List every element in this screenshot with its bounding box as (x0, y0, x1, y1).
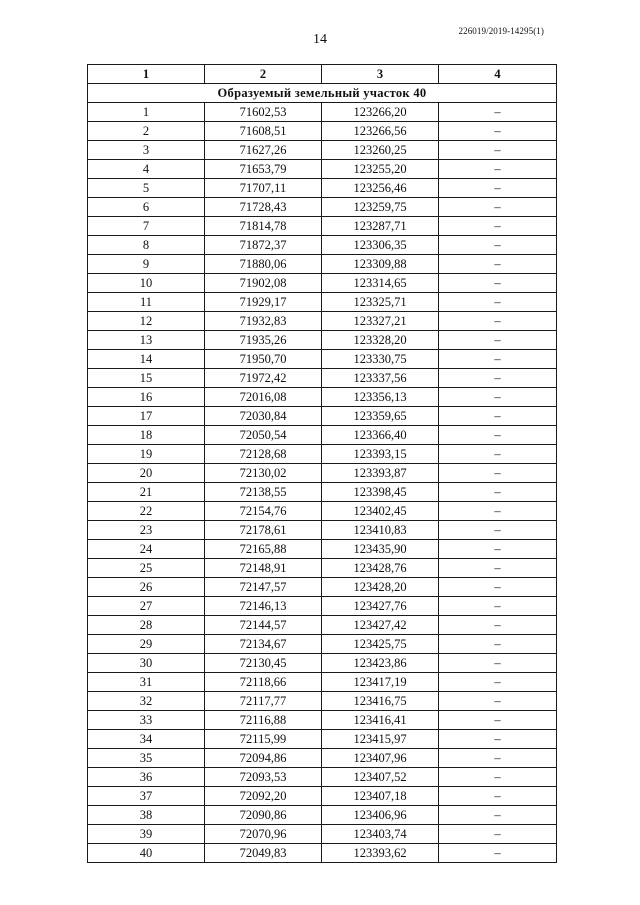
table-row (88, 673, 557, 692)
note-cell: – (439, 711, 557, 730)
point-number-cell: 10 (88, 274, 205, 293)
table-row (88, 502, 557, 521)
coordinate-x-cell: 72130,45 (205, 654, 322, 673)
coordinates-table (87, 64, 557, 863)
table-row (88, 331, 557, 350)
table-row (88, 350, 557, 369)
coordinate-y-cell: 123407,52 (322, 768, 439, 787)
table-row (88, 806, 557, 825)
note-cell: – (439, 179, 557, 198)
coordinate-y-cell: 123337,56 (322, 369, 439, 388)
note-cell: – (439, 350, 557, 369)
table-row (88, 844, 557, 863)
table-row (88, 122, 557, 141)
coordinate-y-cell: 123260,25 (322, 141, 439, 160)
table-row (88, 540, 557, 559)
note-cell: – (439, 141, 557, 160)
note-cell: – (439, 122, 557, 141)
point-number-cell: 38 (88, 806, 205, 825)
coordinate-x-cell: 72016,08 (205, 388, 322, 407)
table-row (88, 426, 557, 445)
coordinate-y-cell: 123428,20 (322, 578, 439, 597)
table-row (88, 711, 557, 730)
point-number-cell: 29 (88, 635, 205, 654)
note-cell: – (439, 654, 557, 673)
table-row (88, 768, 557, 787)
coordinate-x-cell: 71608,51 (205, 122, 322, 141)
point-number-cell: 16 (88, 388, 205, 407)
coordinate-x-cell: 71902,08 (205, 274, 322, 293)
point-number-cell: 4 (88, 160, 205, 179)
table-row (88, 597, 557, 616)
coordinate-y-cell: 123427,76 (322, 597, 439, 616)
note-cell: – (439, 407, 557, 426)
point-number-cell: 36 (88, 768, 205, 787)
point-number-cell: 30 (88, 654, 205, 673)
table-row (88, 464, 557, 483)
coordinate-y-cell: 123406,96 (322, 806, 439, 825)
coordinate-x-cell: 72092,20 (205, 787, 322, 806)
coordinate-x-cell: 71950,70 (205, 350, 322, 369)
coordinate-y-cell: 123427,42 (322, 616, 439, 635)
point-number-cell: 27 (88, 597, 205, 616)
note-cell: – (439, 787, 557, 806)
column-number-row (88, 65, 557, 84)
note-cell: – (439, 597, 557, 616)
point-number-cell: 14 (88, 350, 205, 369)
coordinate-x-cell: 71728,43 (205, 198, 322, 217)
point-number-cell: 2 (88, 122, 205, 141)
coordinate-y-cell: 123410,83 (322, 521, 439, 540)
note-cell: – (439, 369, 557, 388)
point-number-cell: 31 (88, 673, 205, 692)
coordinate-y-cell: 123403,74 (322, 825, 439, 844)
table-row (88, 141, 557, 160)
table-row (88, 445, 557, 464)
note-cell: – (439, 198, 557, 217)
table-row (88, 616, 557, 635)
coordinate-y-cell: 123259,75 (322, 198, 439, 217)
coordinate-y-cell: 123435,90 (322, 540, 439, 559)
coordinate-y-cell: 123256,46 (322, 179, 439, 198)
table-row (88, 635, 557, 654)
page-number: 14 (313, 32, 327, 47)
note-cell: – (439, 559, 557, 578)
point-number-cell: 33 (88, 711, 205, 730)
note-cell: – (439, 844, 557, 863)
coordinate-x-cell: 72030,84 (205, 407, 322, 426)
coordinate-y-cell: 123359,65 (322, 407, 439, 426)
note-cell: – (439, 160, 557, 179)
table-row (88, 103, 557, 122)
point-number-cell: 20 (88, 464, 205, 483)
coordinate-x-cell: 71935,26 (205, 331, 322, 350)
note-cell: – (439, 825, 557, 844)
point-number-cell: 13 (88, 331, 205, 350)
table-row (88, 692, 557, 711)
note-cell: – (439, 635, 557, 654)
coordinate-y-cell: 123325,71 (322, 293, 439, 312)
table-row (88, 293, 557, 312)
note-cell: – (439, 730, 557, 749)
table-row (88, 198, 557, 217)
coordinate-y-cell: 123306,35 (322, 236, 439, 255)
note-cell: – (439, 388, 557, 407)
coordinate-x-cell: 72050,54 (205, 426, 322, 445)
note-cell: – (439, 483, 557, 502)
point-number-cell: 25 (88, 559, 205, 578)
document-registration-number: 226019/2019-14295(1) (458, 26, 544, 36)
table-row (88, 179, 557, 198)
coordinate-y-cell: 123423,86 (322, 654, 439, 673)
coordinate-y-cell: 123407,18 (322, 787, 439, 806)
note-cell: – (439, 464, 557, 483)
note-cell: – (439, 426, 557, 445)
coordinate-y-cell: 123407,96 (322, 749, 439, 768)
coordinate-y-cell: 123416,75 (322, 692, 439, 711)
coordinate-y-cell: 123393,15 (322, 445, 439, 464)
coordinate-x-cell: 71932,83 (205, 312, 322, 331)
column-header-3: 3 (322, 65, 439, 84)
table-row (88, 217, 557, 236)
table-row (88, 483, 557, 502)
note-cell: – (439, 673, 557, 692)
coordinate-x-cell: 72118,66 (205, 673, 322, 692)
coordinate-y-cell: 123255,20 (322, 160, 439, 179)
column-header-2: 2 (205, 65, 322, 84)
coordinate-y-cell: 123415,97 (322, 730, 439, 749)
note-cell: – (439, 692, 557, 711)
note-cell: – (439, 293, 557, 312)
table-row (88, 160, 557, 179)
point-number-cell: 22 (88, 502, 205, 521)
point-number-cell: 28 (88, 616, 205, 635)
note-cell: – (439, 331, 557, 350)
coordinate-y-cell: 123309,88 (322, 255, 439, 274)
note-cell: – (439, 578, 557, 597)
note-cell: – (439, 768, 557, 787)
coordinate-y-cell: 123287,71 (322, 217, 439, 236)
table-row (88, 730, 557, 749)
point-number-cell: 7 (88, 217, 205, 236)
table-row (88, 578, 557, 597)
point-number-cell: 11 (88, 293, 205, 312)
point-number-cell: 15 (88, 369, 205, 388)
section-title: Образуемый земельный участок 40 (88, 84, 557, 103)
note-cell: – (439, 312, 557, 331)
note-cell: – (439, 445, 557, 464)
coordinate-x-cell: 71814,78 (205, 217, 322, 236)
table-row (88, 312, 557, 331)
point-number-cell: 9 (88, 255, 205, 274)
coordinate-x-cell: 72165,88 (205, 540, 322, 559)
coordinate-y-cell: 123266,20 (322, 103, 439, 122)
table-row (88, 369, 557, 388)
coordinate-y-cell: 123425,75 (322, 635, 439, 654)
note-cell: – (439, 806, 557, 825)
coordinate-x-cell: 71872,37 (205, 236, 322, 255)
point-number-cell: 12 (88, 312, 205, 331)
point-number-cell: 5 (88, 179, 205, 198)
note-cell: – (439, 749, 557, 768)
coordinate-x-cell: 71602,53 (205, 103, 322, 122)
point-number-cell: 1 (88, 103, 205, 122)
table-row (88, 274, 557, 293)
table-row (88, 654, 557, 673)
point-number-cell: 26 (88, 578, 205, 597)
coordinate-y-cell: 123327,21 (322, 312, 439, 331)
point-number-cell: 6 (88, 198, 205, 217)
coordinate-x-cell: 72178,61 (205, 521, 322, 540)
coordinate-x-cell: 72093,53 (205, 768, 322, 787)
note-cell: – (439, 236, 557, 255)
coordinate-x-cell: 72154,76 (205, 502, 322, 521)
coordinate-x-cell: 71880,06 (205, 255, 322, 274)
point-number-cell: 19 (88, 445, 205, 464)
coordinate-y-cell: 123398,45 (322, 483, 439, 502)
coordinate-y-cell: 123314,65 (322, 274, 439, 293)
coordinate-x-cell: 72146,13 (205, 597, 322, 616)
coordinate-y-cell: 123417,19 (322, 673, 439, 692)
coordinate-x-cell: 72147,57 (205, 578, 322, 597)
note-cell: – (439, 255, 557, 274)
coordinate-x-cell: 71707,11 (205, 179, 322, 198)
coordinate-x-cell: 71972,42 (205, 369, 322, 388)
coordinate-y-cell: 123402,45 (322, 502, 439, 521)
coordinate-y-cell: 123266,56 (322, 122, 439, 141)
coordinate-y-cell: 123328,20 (322, 331, 439, 350)
point-number-cell: 35 (88, 749, 205, 768)
point-number-cell: 32 (88, 692, 205, 711)
coordinate-y-cell: 123356,13 (322, 388, 439, 407)
coordinate-y-cell: 123416,41 (322, 711, 439, 730)
note-cell: – (439, 502, 557, 521)
section-title-row (88, 84, 557, 103)
point-number-cell: 37 (88, 787, 205, 806)
table-row (88, 255, 557, 274)
coordinate-x-cell: 72148,91 (205, 559, 322, 578)
point-number-cell: 24 (88, 540, 205, 559)
table-row (88, 521, 557, 540)
coordinate-x-cell: 72070,96 (205, 825, 322, 844)
table-row (88, 407, 557, 426)
coordinate-y-cell: 123393,87 (322, 464, 439, 483)
coordinate-x-cell: 72115,99 (205, 730, 322, 749)
point-number-cell: 8 (88, 236, 205, 255)
coordinate-x-cell: 72128,68 (205, 445, 322, 464)
point-number-cell: 18 (88, 426, 205, 445)
coordinate-y-cell: 123366,40 (322, 426, 439, 445)
coordinate-x-cell: 72144,57 (205, 616, 322, 635)
coordinate-x-cell: 72049,83 (205, 844, 322, 863)
point-number-cell: 39 (88, 825, 205, 844)
note-cell: – (439, 274, 557, 293)
note-cell: – (439, 521, 557, 540)
coordinate-x-cell: 72134,67 (205, 635, 322, 654)
point-number-cell: 3 (88, 141, 205, 160)
table-row (88, 559, 557, 578)
coordinate-y-cell: 123428,76 (322, 559, 439, 578)
note-cell: – (439, 616, 557, 635)
coordinate-x-cell: 72138,55 (205, 483, 322, 502)
coordinate-x-cell: 71929,17 (205, 293, 322, 312)
coordinate-x-cell: 72117,77 (205, 692, 322, 711)
coordinate-y-cell: 123330,75 (322, 350, 439, 369)
table-row (88, 749, 557, 768)
coordinate-x-cell: 72130,02 (205, 464, 322, 483)
table-row (88, 825, 557, 844)
point-number-cell: 23 (88, 521, 205, 540)
point-number-cell: 40 (88, 844, 205, 863)
note-cell: – (439, 217, 557, 236)
coordinate-x-cell: 72090,86 (205, 806, 322, 825)
table-row (88, 236, 557, 255)
coordinate-x-cell: 71627,26 (205, 141, 322, 160)
table-row (88, 388, 557, 407)
table-row (88, 787, 557, 806)
note-cell: – (439, 540, 557, 559)
point-number-cell: 34 (88, 730, 205, 749)
point-number-cell: 21 (88, 483, 205, 502)
coordinate-y-cell: 123393,62 (322, 844, 439, 863)
coordinate-x-cell: 71653,79 (205, 160, 322, 179)
column-header-1: 1 (88, 65, 205, 84)
note-cell: – (439, 103, 557, 122)
coordinate-x-cell: 72094,86 (205, 749, 322, 768)
point-number-cell: 17 (88, 407, 205, 426)
coordinate-x-cell: 72116,88 (205, 711, 322, 730)
column-header-4: 4 (439, 65, 557, 84)
